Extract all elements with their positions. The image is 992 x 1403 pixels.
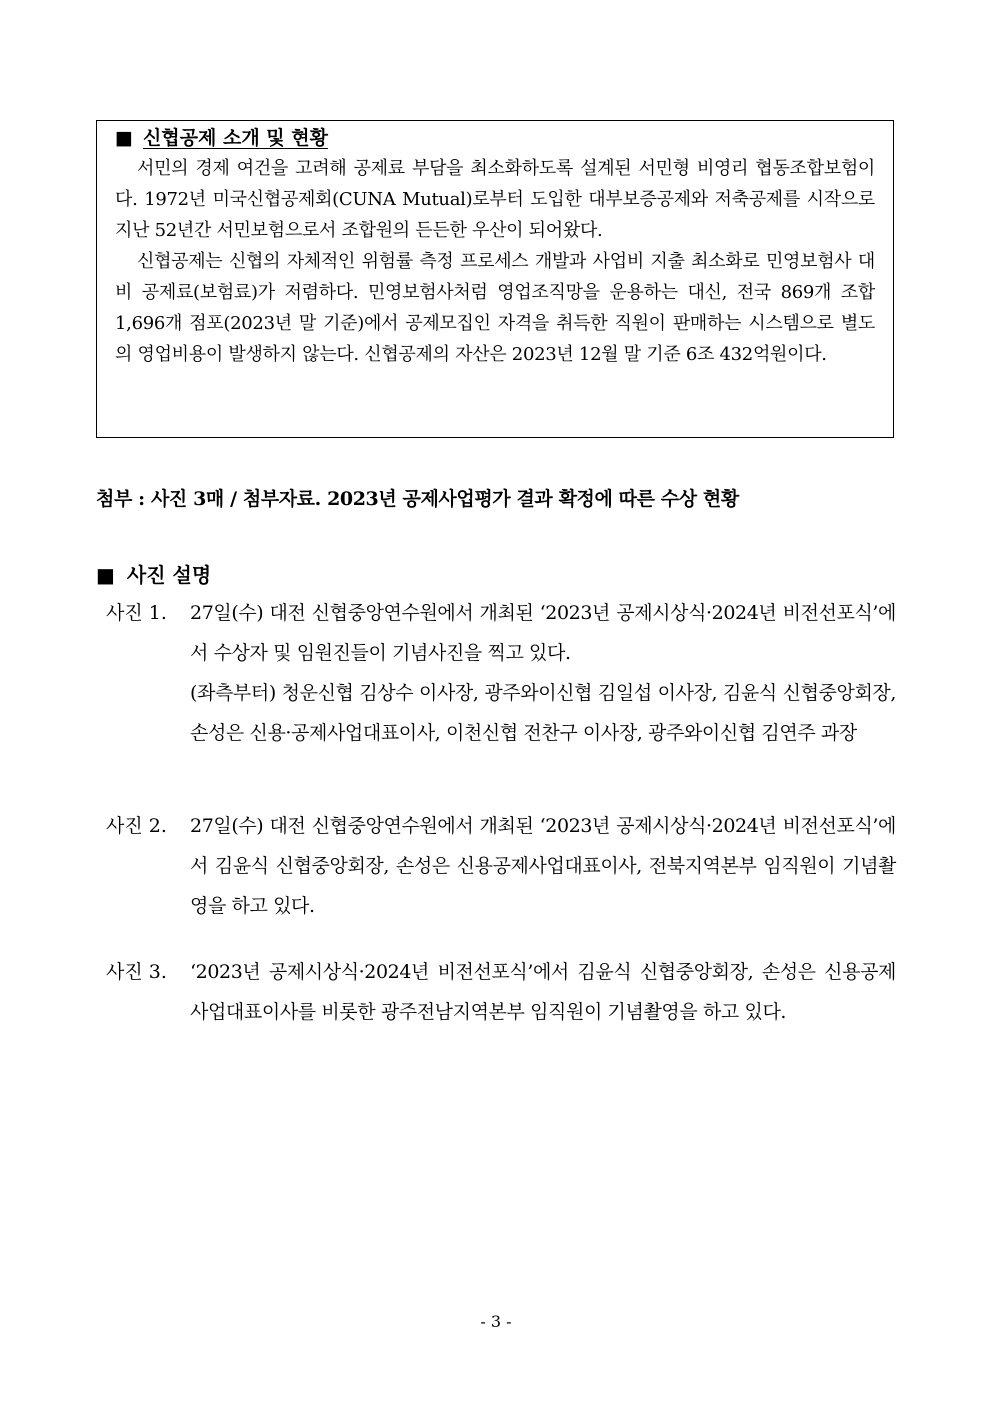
photo-caption-text: 27일(수) 대전 신협중앙연수원에서 개최된 ‘2023년 공제시상식·2024년 비전선포식’에서 김윤식 신협중앙회장, 손성은 신용공제사업대표이사, 전북지역본부 임직원이 기념촬영을 하고 있다. [190, 815, 896, 917]
photo-caption-text: 27일(수) 대전 신협중앙연수원에서 개최된 ‘2023년 공제시상식·2024년 비전선포식’에서 수상자 및 임원진들이 기념사진을 찍고 있다. [190, 602, 896, 664]
photo-caption-2 [106, 806, 896, 926]
photo-caption-people: (좌측부터) 청운신협 김상수 이사장, 광주와이신협 김일섭 이사장, 김윤식 신협중앙회장, 손성은 신용·공제사업대표이사, 이천신협 전찬구 이사장, 광주와이신협 김연주 과장 [190, 682, 896, 744]
square-bullet-icon: ■ [115, 127, 133, 149]
page-number: - 3 - [480, 1312, 512, 1331]
photo-caption-3 [106, 952, 896, 1032]
intro-heading [115, 123, 875, 153]
intro-title: 신협공제 소개 및 현황 [142, 127, 328, 149]
intro-paragraph-1: 서민의 경제 여건을 고려해 공제료 부담을 최소화하도록 설계된 서민형 비영리 협동조합보험이다. 1972년 미국신협공제회(CUNA Mutual)로부터 도입한 대부보증공제와 저축공제를 시작으로 지난 52년간 서민보험으로서 조합원의 든든한 우산이 되어왔다. [115, 158, 875, 241]
intro-box [96, 120, 894, 438]
photo-caption-label: 사진 1. [106, 602, 167, 624]
photo-section-heading [96, 558, 211, 592]
photo-caption-label: 사진 3. [106, 961, 167, 983]
square-bullet-icon: ■ [96, 563, 115, 587]
photo-caption-label: 사진 2. [106, 815, 167, 837]
attachment-line: 첨부 : 사진 3매 / 첨부자료. 2023년 공제사업평가 결과 확정에 따른 수상 현황 [96, 488, 739, 510]
photo-caption-1 [106, 593, 896, 753]
photo-caption-text: ‘2023년 공제시상식·2024년 비전선포식’에서 김윤식 신협중앙회장, 손성은 신용공제사업대표이사를 비롯한 광주전남지역본부 임직원이 기념촬영을 하고 있다. [190, 961, 896, 1023]
photo-section-title: 사진 설명 [126, 563, 212, 587]
intro-paragraph-2: 신협공제는 신협의 자체적인 위험률 측정 프로세스 개발과 사업비 지출 최소화로 민영보험사 대비 공제료(보험료)가 저렴하다. 민영보험사처럼 영업조직망을 운용하는 대신, 전국 869개 조합 1,696개 점포(2023년 말 기준)에서 공제모집인 자격을 취득한 직원이 판매하는 시스템으로 별도의 영업비용이 발생하지 않는다. 신협공제의 자산은 2023년 12월 말 기준 6조 432억원이다. [115, 251, 875, 365]
